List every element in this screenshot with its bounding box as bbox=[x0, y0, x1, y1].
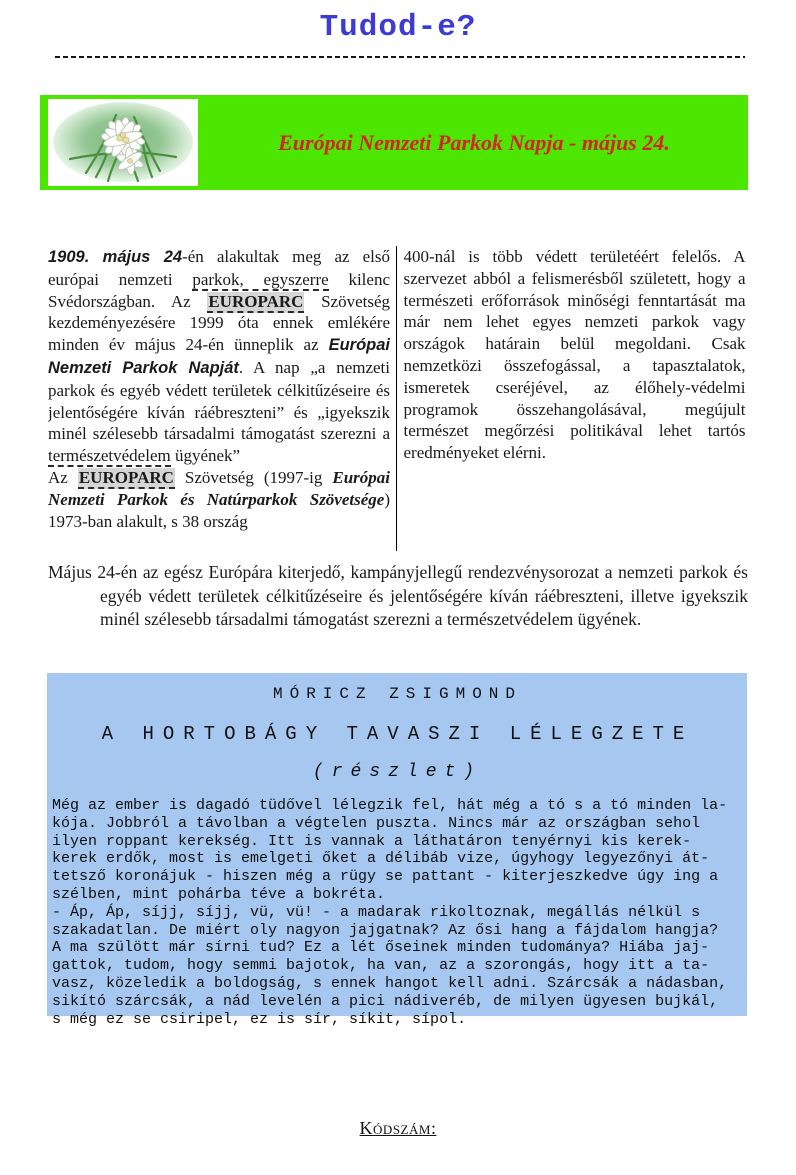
paragraph-europarc-history bbox=[48, 467, 390, 532]
column-divider bbox=[396, 246, 397, 551]
excerpt-line: tetsző koronájuk - hiszen még a rügy se pattant - kiterjeszkedve úgy ing a bbox=[52, 868, 719, 886]
excerpt-title: A HORTOBÁGY TAVASZI LÉLEGZETE bbox=[101, 723, 694, 745]
paragraph-intro bbox=[48, 246, 390, 467]
excerpt-subtitle: (részlet) bbox=[312, 762, 483, 782]
text-run: Május 24-én az egész Európára kiterjedő, kampányjellegű rendezvénysorozat a nemzeti parkok és egyéb védett területek célkitűzéseire és jelentőségére kíván ráébreszteni, illetve igyekszik minél szélesebb társadalmi támogatást szerezni a természetvédelem ügyének. bbox=[48, 562, 748, 629]
text-run: -én alakultak meg az első európai nemzeti bbox=[48, 247, 390, 289]
summary-paragraph bbox=[48, 561, 748, 632]
excerpt-line: vasz, közeledik a boldogság, s ennek hangot kell adni. Szárcsák a nádasban, bbox=[52, 974, 728, 992]
paragraph-continuation bbox=[404, 246, 746, 464]
text-run: ) 1973-ban alakult, s 38 ország bbox=[48, 489, 390, 531]
text-run: Szövetség kezdeményezésére 1999 óta ennek emlékére minden év május 24-én ünneplik az bbox=[48, 291, 390, 355]
text-run: Európai Nemzeti Parkok Napját bbox=[48, 336, 390, 377]
page-title: Tudod-e? bbox=[319, 10, 477, 45]
excerpt-line: sikító szárcsák, a nád levelén a pici nádiveréb, de milyen ügyesen bujkál, bbox=[52, 992, 719, 1010]
column-right bbox=[404, 246, 746, 558]
excerpt-line: szakadatlan. De miért oly nagyon jajgatnak? Az ősi hang a fájdalom hangja? bbox=[52, 921, 719, 939]
excerpt-line: kója. Jobbról a távolban a végtelen puszta. Nincs már az országban sehol bbox=[52, 814, 701, 832]
excerpt-line: A ma szülött már sírni tud? Ez a lét őseinek minden tudománya? Hiába jaj- bbox=[52, 939, 710, 957]
excerpt-author: MÓRICZ ZSIGMOND bbox=[272, 685, 523, 703]
text-run: parkok, egyszerre bbox=[192, 269, 329, 289]
text-run: természetvédelem bbox=[48, 446, 171, 466]
text-run: . A nap „a nemzeti parkok és egyéb védett területek célkitűzéseire és jelentőségére kíván ráébreszteni” és „igyekszik minél szélesebb társadalmi támogatást szerezni a bbox=[48, 357, 390, 444]
excerpt-line: szélben, mint pohárba téve a bokréta. bbox=[52, 885, 386, 903]
excerpt-line: ilyen roppant kerekség. Itt is vannak a láthatáron tenyérnyi kis kerek- bbox=[52, 832, 692, 850]
excerpt-line: Még az ember is dagadó tüdővel lélegzik fel, hát még a tó s a tó minden la- bbox=[52, 797, 728, 814]
text-run: kilenc Svédországban. Az bbox=[48, 269, 390, 311]
edelweiss-flower-icon bbox=[48, 99, 198, 186]
excerpt-box bbox=[47, 673, 747, 1028]
text-run: ügyének” bbox=[170, 446, 241, 466]
banner-title: Európai Nemzeti Parkok Napja - május 24. bbox=[278, 129, 670, 155]
text-run: EUROPARC bbox=[78, 467, 174, 487]
text-run: 1909. május 24 bbox=[48, 248, 183, 266]
text-run: Európai Nemzeti Parkok és Natúrparkok Szövetsége bbox=[48, 467, 390, 509]
excerpt-body bbox=[52, 797, 743, 1028]
text-run: Szövetség (1997-ig bbox=[174, 467, 333, 487]
excerpt-line: gattok, tudom, hogy semmi bajotok, ha van, az a szorongás, hogy itt a ta- bbox=[52, 957, 710, 975]
excerpt-line: s még ez se csiripel, ez is sír, síkit, sípol. bbox=[52, 1010, 467, 1028]
kodszam-row bbox=[0, 1118, 796, 1139]
excerpt-line: - Áp, Áp, síjj, síjj, vü, vü! - a madarak rikoltoznak, megállás nélkül s bbox=[52, 903, 701, 921]
column-left bbox=[48, 246, 390, 558]
text-run: Az bbox=[48, 467, 78, 487]
edelweiss-image bbox=[48, 99, 198, 186]
text-run: EUROPARC bbox=[208, 291, 304, 311]
kodszam-label: Kódszám: bbox=[359, 1118, 437, 1138]
excerpt-line: kerek erdők, most is emelgeti őket a délibáb vize, úgyhogy legyezőnyi át- bbox=[52, 850, 710, 868]
article-columns bbox=[48, 246, 748, 558]
dashed-divider bbox=[55, 56, 745, 58]
text-run: 400-nál is több védett területéért felelős. A szervezet abból a felismerésből született, hogy a természeti erőforrások minőségi fenntartását ma már nem lehet egyes nemzeti parkok vagy országok határain belül megoldani. Csak nemzetközi összefogással, a tapasztalatok, ismeretek cseréjével, az élőhely-védelmi programok összehangolásával, megújult természet megőrzési politikával lehet tartós eredményeket elérni. bbox=[403, 247, 746, 463]
event-banner bbox=[40, 95, 748, 190]
